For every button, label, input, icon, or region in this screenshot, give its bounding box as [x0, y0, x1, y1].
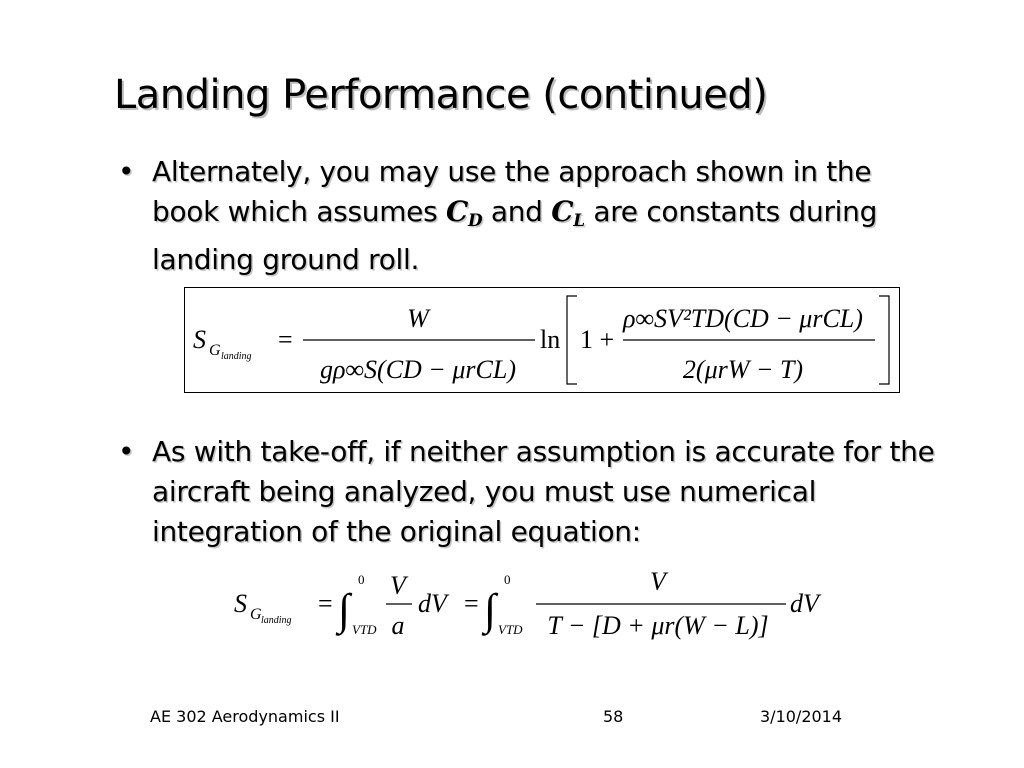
landing-distance-equation	[185, 288, 899, 392]
footer-page-number: 58	[603, 707, 624, 726]
eq2-frac2-num: V	[650, 567, 666, 596]
eq1-frac1-num: W	[407, 304, 429, 333]
eq1-lhs: S	[193, 325, 206, 354]
eq2-frac2-den: T − [D + μr(W − L)]	[547, 611, 769, 640]
eq2-equals-2: =	[464, 589, 479, 618]
bullet-1-text	[152, 152, 938, 280]
bullet-1-part2: are constants during landing ground roll.	[152, 195, 878, 277]
footer-course: AE 302 Aerodynamics II	[150, 707, 340, 726]
eq2-lower-limit-2: VTD	[498, 622, 523, 637]
bullet-1-part1: Alternately, you may use the approach shown in the book which assumes	[152, 155, 872, 228]
eq1-equals: =	[278, 325, 293, 354]
bullet-dot: •	[118, 155, 135, 188]
cl-base: C	[551, 195, 574, 228]
cl-sub: L	[573, 210, 585, 231]
eq2-lhs: S	[234, 589, 247, 618]
cd-sub: D	[468, 210, 483, 231]
eq1-frac2-den: 2(μrW − T)	[682, 355, 804, 384]
bullet-dot: •	[118, 435, 135, 468]
eq2-integral-2-icon: ∫	[484, 585, 497, 634]
eq2-integral-1-icon: ∫	[338, 585, 351, 634]
eq2-dV-1: dV	[418, 589, 447, 618]
eq2-lhs-subsub: landing	[261, 615, 292, 626]
eq1-frac2-num: ρ∞SV²TD(CD − μrCL)	[623, 304, 863, 333]
bullet-2	[118, 432, 938, 552]
bullet-1	[118, 152, 938, 280]
eq2-lhs-sub: G	[250, 606, 262, 623]
eq2-frac1-num: V	[390, 571, 406, 600]
eq2-dV-2: dV	[790, 589, 819, 618]
slide-title: Landing Performance (continued)	[114, 72, 768, 118]
eq2-upper-limit-2: 0	[504, 572, 511, 587]
numerical-integration-equation	[228, 564, 848, 654]
eq1-one-plus: 1 +	[580, 325, 615, 354]
cd-base: C	[446, 195, 468, 228]
eq1-left-bracket	[567, 296, 577, 384]
eq1-lhs-sub: G	[209, 342, 221, 359]
eq2-equals-1: =	[318, 589, 333, 618]
bullet-1-and: and	[482, 195, 552, 228]
eq1-right-bracket	[879, 296, 889, 384]
eq1-lhs-subsub: landing	[221, 351, 252, 362]
bullet-2-text: As with take-off, if neither assumption is accurate for the aircraft being analyzed, you must use numerical integration of the original equation:	[152, 435, 935, 548]
cd-symbol	[446, 195, 483, 231]
eq1-frac1-den: gρ∞S(CD − μrCL)	[320, 355, 516, 384]
eq2-lower-limit-1: VTD	[352, 622, 377, 637]
eq2-upper-limit-1: 0	[358, 572, 365, 587]
eq2-frac1-den: a	[391, 611, 405, 640]
cl-symbol	[551, 195, 585, 231]
landing-distance-equation-box	[184, 287, 900, 393]
eq1-ln: ln	[540, 325, 561, 354]
footer-date: 3/10/2014	[760, 707, 843, 726]
